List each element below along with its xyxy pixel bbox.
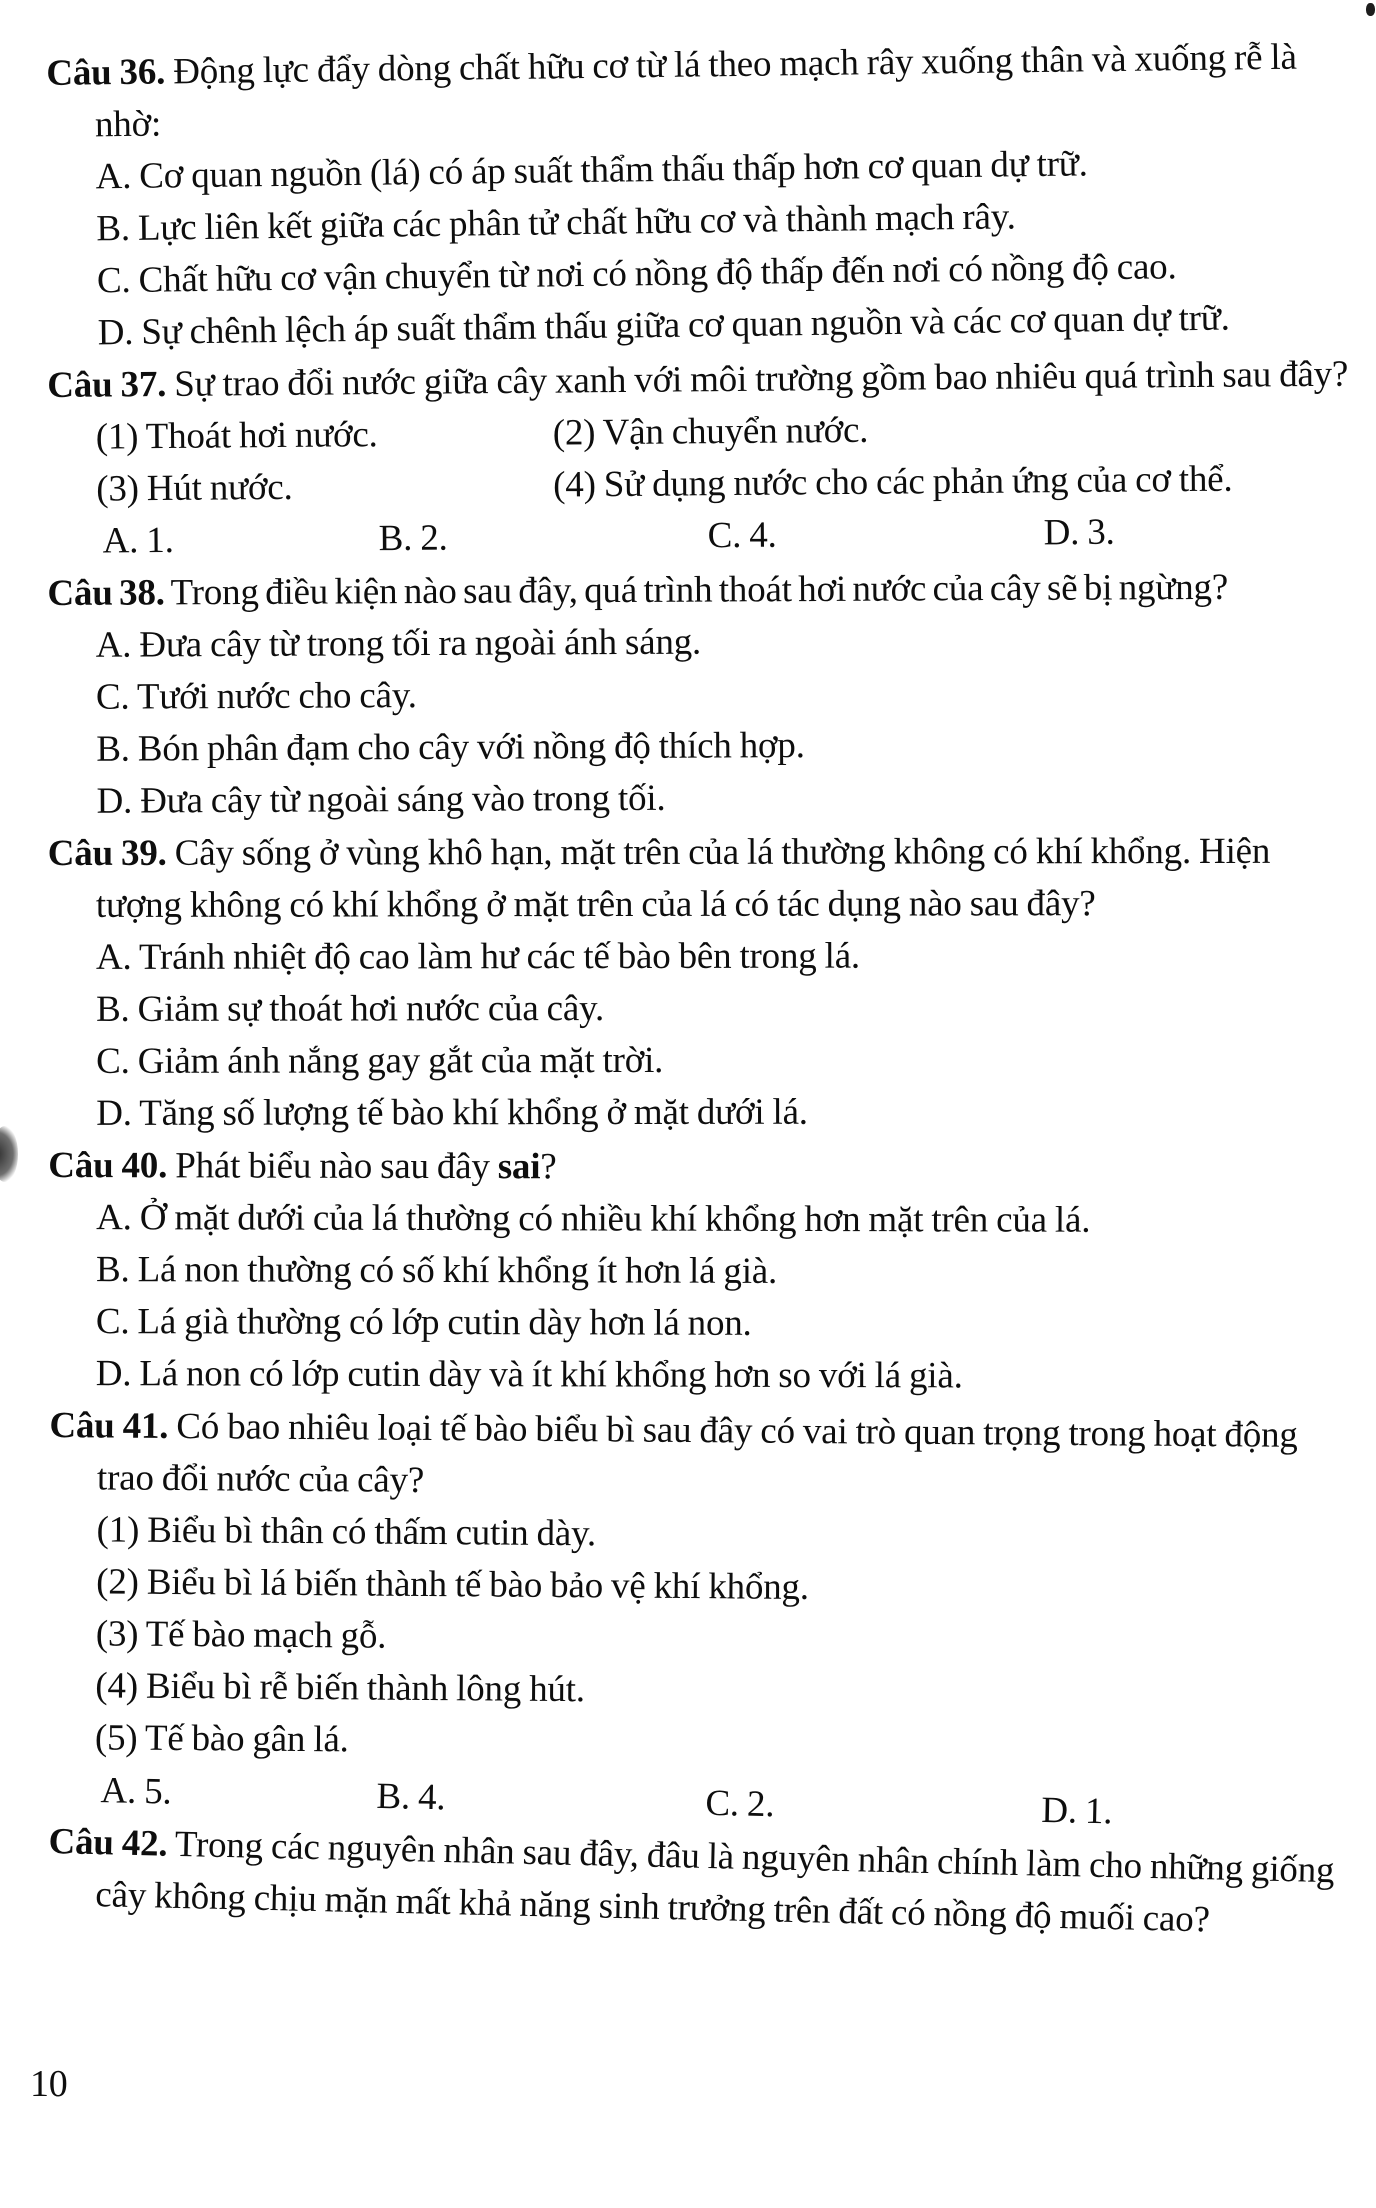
option-text: Giảm ánh nắng gay gắt của mặt trời. [137, 1039, 664, 1082]
option-text: Tránh nhiệt độ cao làm hư các tế bào bên trong lá. [138, 935, 860, 978]
item-text: Biểu bì thân có thấm cutin dày. [147, 1509, 597, 1555]
question-39-option-c [48, 1034, 1360, 1088]
option-text: Lá non có lớp cutin dày và ít khí khổng hơn so với lá già. [139, 1353, 963, 1397]
item-text: Tế bào mạch gỗ. [145, 1613, 387, 1657]
option-label: D. [95, 1353, 132, 1395]
item-label: (3) [96, 468, 139, 510]
option-text: Cơ quan nguồn (lá) có áp suất thẩm thấu thấp hơn cơ quan dự trữ. [139, 143, 1088, 197]
answer-text: 1. [146, 519, 174, 562]
item-text: Tế bào gân lá. [144, 1717, 349, 1761]
option-text: Sự chênh lệch áp suất thẩm thấu giữa cơ quan nguồn và các cơ quan dự trữ. [141, 297, 1230, 353]
item-3 [96, 460, 553, 516]
option-label: B. [96, 207, 131, 250]
item-2 [553, 401, 1360, 460]
answer-d [1043, 505, 1360, 560]
answer-text: 3. [1087, 511, 1115, 553]
question-41-label: Câu 41. [49, 1405, 169, 1447]
question-41-stem [49, 1400, 1362, 1514]
option-text: Lá già thường có lớp cutin dày hơn lá non. [137, 1301, 752, 1344]
answer-label: C. [705, 1782, 740, 1825]
scan-speck [1366, 3, 1375, 16]
answer-label: D. [1040, 1789, 1078, 1832]
option-label: D. [96, 1092, 132, 1134]
option-text: Lực liên kết giữa các phân tử chất hữu cơ và thành mạch rây. [137, 196, 1016, 249]
answer-c [707, 507, 1043, 562]
question-39-option-d [48, 1086, 1360, 1140]
item-label: (1) [96, 1509, 140, 1551]
answer-label: A. [102, 520, 139, 562]
option-label: A. [95, 155, 132, 198]
answer-text: 5. [143, 1771, 172, 1813]
question-38-option-c [48, 665, 1360, 724]
answer-a [102, 513, 378, 567]
question-38-option-d [48, 769, 1360, 828]
page-number: 10 [30, 2063, 68, 2105]
question-36 [46, 31, 1362, 360]
item-label: (2) [96, 1561, 139, 1603]
answer-text: 1. [1084, 1790, 1113, 1833]
item-1 [96, 408, 553, 464]
answer-text: 2. [420, 517, 448, 559]
question-41 [46, 1400, 1361, 1833]
question-38-option-b [48, 717, 1360, 776]
question-38-text: Trong điều kiện nào sau đây, quá trình thoát hơi nước của cây sẽ bị ngừng? [170, 566, 1229, 614]
answer-text: 2. [746, 1783, 775, 1826]
question-40-emphasis: sai [497, 1146, 541, 1188]
question-36-text: Động lực đẩy dòng chất hữu cơ từ lá theo mạch rây xuống thân và xuống rễ là nhờ: [94, 36, 1297, 146]
item-4 [553, 453, 1360, 512]
question-37-label: Câu 37. [47, 363, 167, 407]
option-label: D. [96, 780, 133, 822]
question-40-option-d [48, 1348, 1360, 1403]
option-label: A. [95, 624, 132, 666]
answer-d [1041, 1785, 1359, 1844]
answer-text: 4. [417, 1776, 446, 1819]
question-40-option-b [48, 1244, 1360, 1299]
question-38 [47, 561, 1360, 828]
option-label: C. [95, 1301, 130, 1343]
item-text: Hút nước. [146, 466, 293, 510]
question-41-item-5 [47, 1712, 1359, 1774]
option-label: B. [96, 728, 130, 770]
item-label: (4) [95, 1665, 139, 1707]
answer-label: A. [100, 1770, 137, 1812]
page-content [46, 36, 1360, 1941]
question-41-text: Có bao nhiêu loại tế bào biểu bì sau đây có vai trò quan trọng trong hoạt động trao đổi nước của cây? [96, 1406, 1298, 1501]
question-39-stem [48, 826, 1360, 932]
option-text: Bón phân đạm cho cây với nồng độ thích hợp. [137, 725, 805, 770]
answer-c [705, 1778, 1042, 1837]
item-label: (5) [94, 1717, 138, 1759]
question-39-text: Cây sống ở vùng khô hạn, mặt trên của lá thường không có khí khổng. Hiện tượng không có khí khổng ở mặt trên của lá có tác dụng nào sau đây? [95, 830, 1271, 926]
scan-smudge [0, 1126, 18, 1182]
option-label: C. [96, 1040, 130, 1082]
option-text: Đưa cây từ trong tối ra ngoài ánh sáng. [139, 621, 702, 666]
item-text: Biểu bì rễ biến thành lông hút. [145, 1665, 586, 1711]
question-39-label: Câu 39. [47, 832, 167, 875]
question-42-label: Câu 42. [48, 1821, 168, 1865]
answer-text: 4. [749, 514, 777, 556]
item-text: Biểu bì lá biến thành tế bào bảo vệ khí khổng. [146, 1561, 810, 1608]
option-text: Lá non thường có số khí khổng ít hơn lá già. [137, 1249, 778, 1292]
answer-label: C. [707, 514, 742, 557]
item-label: (3) [95, 1613, 139, 1655]
question-40-stem [48, 1140, 1360, 1195]
answer-label: B. [378, 517, 413, 560]
question-39-option-b [48, 982, 1360, 1036]
question-37-answers-row [48, 505, 1360, 568]
item-label: (1) [95, 416, 139, 458]
item-label: (2) [552, 412, 596, 454]
option-label: A. [95, 936, 132, 978]
item-text: Sử dụng nước cho các phản ứng của cơ thể. [603, 458, 1233, 506]
question-39-option-a [48, 930, 1360, 984]
option-text: Tưới nước cho cây. [136, 675, 417, 718]
answer-label: D. [1043, 512, 1080, 554]
question-40-option-c [48, 1296, 1360, 1351]
question-40 [48, 1140, 1361, 1403]
option-label: A. [96, 1197, 132, 1239]
answer-b [376, 1771, 706, 1830]
item-text: Thoát hơi nước. [145, 414, 378, 458]
option-label: C. [95, 676, 130, 718]
question-39 [48, 826, 1361, 1140]
question-40-option-a [48, 1192, 1360, 1247]
question-38-label: Câu 38. [47, 572, 165, 615]
question-38-stem [47, 561, 1359, 620]
option-label: B. [95, 1249, 130, 1291]
answer-label: B. [376, 1775, 411, 1818]
question-36-label: Câu 36. [46, 51, 166, 95]
option-label: B. [96, 988, 130, 1030]
question-40-text-end: ? [540, 1146, 557, 1188]
question-42-text: Trong các nguyên nhân sau đây, đâu là nguyên nhân chính làm cho những giống cây không chịu mặn mất khả năng sinh trưởng trên đất có nồng độ muối cao? [94, 1823, 1335, 1941]
question-37-text: Sự trao đổi nước giữa cây xanh với môi trường gồm bao nhiêu quá trình sau đây? [174, 353, 1349, 405]
question-40-label: Câu 40. [48, 1145, 168, 1187]
item-label: (4) [553, 464, 596, 506]
question-37 [47, 349, 1361, 568]
option-text: Ở mặt dưới của lá thường có nhiều khí khổng hơn mặt trên của lá. [139, 1197, 1091, 1241]
answer-b [378, 510, 707, 565]
option-label: C. [96, 259, 131, 302]
option-text: Đưa cây từ ngoài sáng vào trong tối. [140, 777, 666, 822]
question-38-option-a [48, 613, 1360, 672]
option-text: Tăng số lượng tế bào khí khổng ở mặt dưới lá. [139, 1091, 808, 1134]
question-40-text: Phát biểu nào sau đây [175, 1145, 498, 1188]
option-text: Chất hữu cơ vận chuyển từ nơi có nồng độ thấp đến nơi có nồng độ cao. [138, 246, 1177, 301]
item-text: Vận chuyển nước. [602, 409, 869, 454]
option-label: D. [97, 311, 134, 354]
answer-a [100, 1765, 377, 1823]
question-36-stem [46, 31, 1359, 152]
option-text: Giảm sự thoát hơi nước của cây. [137, 988, 605, 1030]
